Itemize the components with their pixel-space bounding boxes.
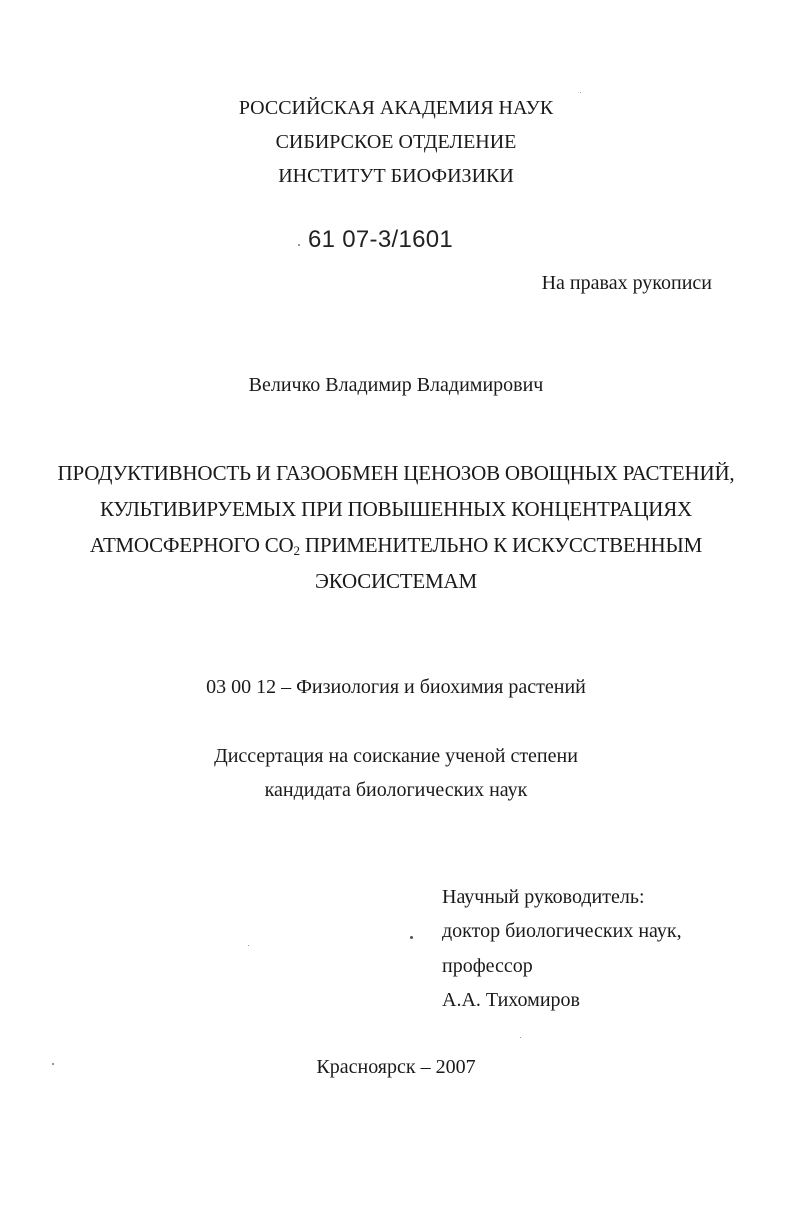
academy-name: РОССИЙСКАЯ АКАДЕМИЯ НАУК	[238, 97, 554, 119]
title-line-3-before: АТМОСФЕРНОГО СО	[89, 533, 294, 557]
degree-line-2: кандидата биологических наук	[264, 779, 528, 801]
registration-stamp-number: 61 07-3/1601	[308, 226, 454, 253]
scan-speck	[520, 1037, 521, 1038]
branch-name: СИБИРСКОЕ ОТДЕЛЕНИЕ	[275, 131, 517, 153]
title-line-3	[0, 535, 792, 556]
institute-name: ИНСТИТУТ БИОФИЗИКИ	[278, 165, 514, 187]
scan-speck	[298, 244, 300, 246]
title-line-4: ЭКОСИСТЕМАМ	[315, 569, 477, 593]
supervisor-degree: доктор биологических наук,	[442, 920, 682, 942]
supervisor-rank: профессор	[442, 955, 533, 977]
title-line-1: ПРОДУКТИВНОСТЬ И ГАЗООБМЕН ЦЕНОЗОВ ОВОЩНЫХ РАСТЕНИЙ,	[57, 461, 735, 485]
specialty-code: 03 00 12 – Физиология и биохимия растений	[206, 676, 586, 698]
title-line-3-subscript: 2	[293, 543, 300, 558]
author-name: Величко Владимир Владимирович	[248, 374, 544, 396]
scan-speck	[248, 945, 249, 946]
degree-line-1: Диссертация на соискание ученой степени	[214, 745, 578, 767]
manuscript-rights-note: На правах рукописи	[541, 272, 712, 294]
supervisor-label: Научный руководитель:	[442, 886, 645, 908]
title-line-3-after: ПРИМЕНИТЕЛЬНО К ИСКУССТВЕННЫМ	[299, 533, 703, 557]
supervisor-name: А.А. Тихомиров	[442, 989, 580, 1011]
scan-speck	[580, 92, 581, 93]
scan-speck	[410, 936, 413, 939]
title-line-2: КУЛЬТИВИРУЕМЫХ ПРИ ПОВЫШЕННЫХ КОНЦЕНТРАЦИЯХ	[99, 497, 693, 521]
city-year: Красноярск – 2007	[316, 1056, 476, 1078]
